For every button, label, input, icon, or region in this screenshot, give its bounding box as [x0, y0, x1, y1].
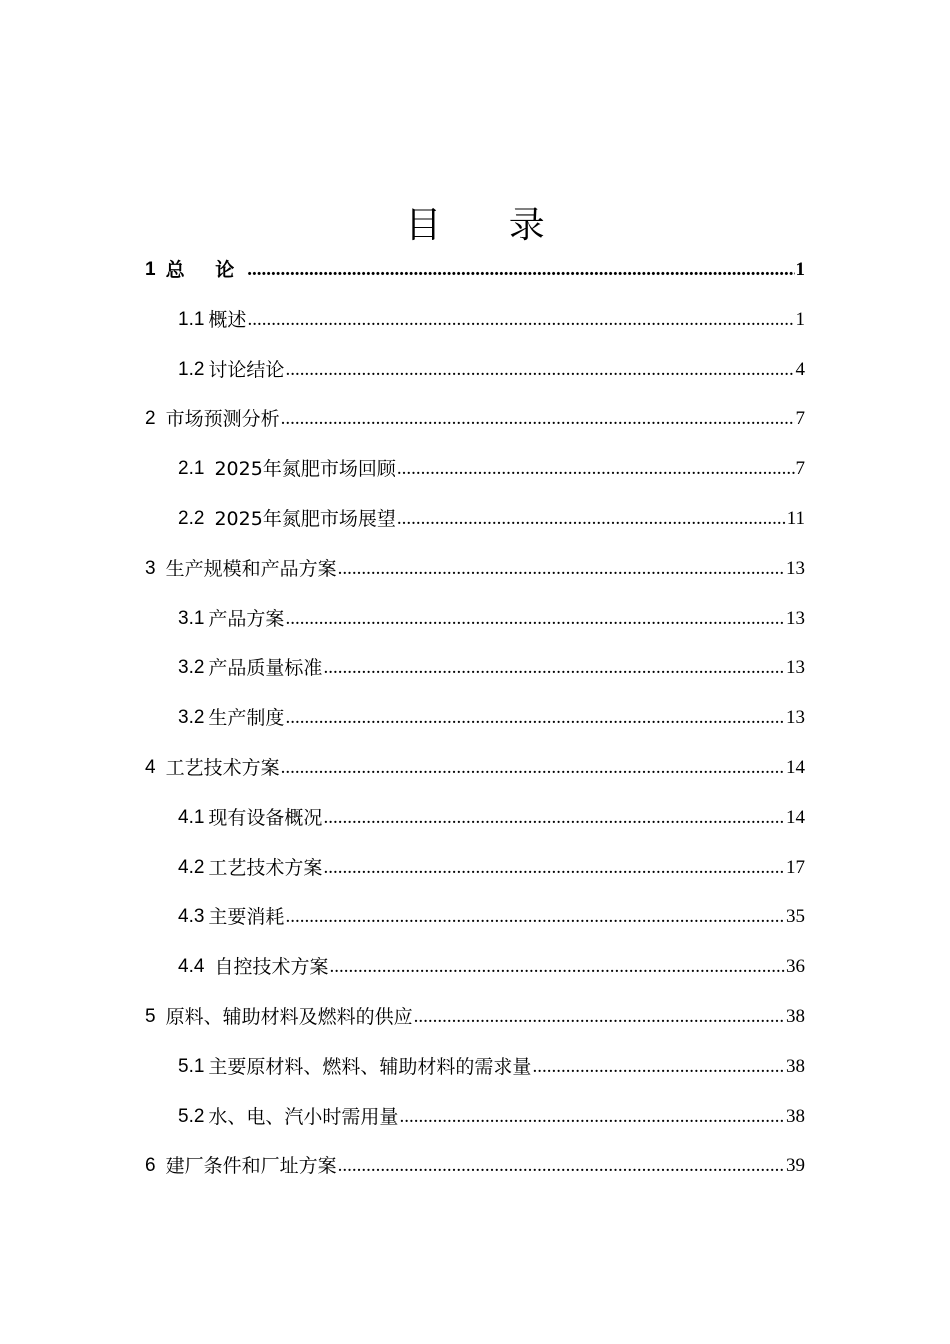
toc-entry-title: 自控技术方案: [208, 956, 329, 979]
toc-leader-dots: [285, 905, 785, 929]
toc-entry[interactable]: [178, 1049, 805, 1079]
toc-entry[interactable]: [178, 302, 805, 332]
toc-entry[interactable]: [178, 501, 805, 531]
toc-entry-number: 2.2: [178, 508, 205, 529]
toc-entry[interactable]: [178, 899, 805, 929]
toc-entry-number: 1.2: [178, 358, 205, 380]
toc-entry-number: 1.1: [178, 308, 205, 330]
toc-page-number: 13: [786, 657, 805, 679]
toc-entry[interactable]: [178, 1099, 805, 1129]
toc-leader-dots: [247, 258, 794, 282]
toc-page-number: 13: [786, 557, 805, 579]
toc-page-number: 1: [795, 308, 805, 330]
toc-leader-dots: [247, 308, 794, 332]
toc-entry-number: 3.1: [178, 607, 205, 629]
toc-leader-dots: [399, 1105, 785, 1129]
toc-entry-number: 3.2: [178, 707, 205, 729]
toc-page-number: 1: [795, 259, 805, 280]
toc-entry-title: 原料、辅助材料及燃料的供应: [165, 1006, 413, 1028]
toc-entry-number: 6: [145, 1155, 156, 1177]
toc-entry-title: 总 论: [165, 259, 247, 281]
toc-entry-title: 讨论结论: [208, 358, 285, 381]
toc-leader-dots: [281, 407, 795, 431]
toc-entry-number: 4.2: [178, 856, 205, 878]
toc-page-number: 36: [786, 956, 805, 978]
toc-entry[interactable]: [178, 850, 805, 880]
toc-entry-number: 2: [145, 408, 156, 430]
toc-entry-number: 4: [145, 757, 156, 778]
toc-entry-number: 4.3: [178, 906, 205, 928]
toc-leader-dots: [285, 358, 794, 382]
toc-page-number: 38: [786, 1006, 805, 1027]
toc-entry-title: 建厂条件和厂址方案: [165, 1155, 337, 1178]
toc-entry[interactable]: [178, 352, 805, 382]
toc-entry-number: 5.2: [178, 1105, 205, 1127]
toc-leader-dots: [323, 806, 785, 830]
toc-entry[interactable]: [145, 750, 805, 780]
toc-entry[interactable]: [178, 451, 805, 481]
toc-title: 目 录: [405, 205, 573, 246]
toc-page-number: 4: [795, 358, 805, 380]
toc-leader-dots: [323, 856, 785, 880]
toc-entry-number: 3: [145, 557, 156, 579]
toc-page-number: 11: [786, 508, 805, 529]
toc-leader-dots: [338, 557, 785, 581]
toc-page-number: 14: [786, 806, 805, 828]
toc-entry-number: 2.1: [178, 458, 205, 480]
toc-entry-number: 5: [145, 1006, 156, 1027]
toc-leader-dots: [281, 756, 785, 780]
toc-leader-dots: [285, 706, 785, 730]
toc-leader-dots: [532, 1055, 785, 1079]
toc-leader-dots: [323, 656, 785, 680]
toc-entry[interactable]: [178, 800, 805, 830]
toc-entry[interactable]: [145, 252, 805, 282]
toc-entry[interactable]: [145, 551, 805, 581]
toc-leader-dots: [397, 457, 795, 481]
toc-page-number: 35: [786, 906, 805, 928]
toc-page-number: 13: [786, 607, 805, 629]
toc-entry-title: 工艺技术方案: [208, 856, 323, 879]
toc-entry-title: 产品方案: [208, 607, 285, 630]
toc-entry-title: 生产制度: [208, 707, 285, 730]
toc-entry-title: 主要原材料、燃料、辅助材料的需求量: [208, 1055, 532, 1078]
toc-page-number: 38: [786, 1105, 805, 1127]
toc-entry-title: 2025年氮肥市场展望: [208, 508, 396, 530]
toc-entry-number: 1: [145, 259, 156, 280]
toc-entry-title: 生产规模和产品方案: [165, 557, 337, 580]
toc-leader-dots: [397, 507, 786, 531]
toc-entry-title: 市场预测分析: [165, 408, 280, 431]
toc-page-number: 39: [786, 1155, 805, 1177]
toc-entry-number: 4.1: [178, 806, 205, 828]
toc-entry[interactable]: [145, 401, 805, 431]
toc-entry[interactable]: [145, 999, 805, 1029]
toc-leader-dots: [329, 955, 785, 979]
toc-entry-title: 工艺技术方案: [165, 757, 280, 779]
toc-entry[interactable]: [145, 1148, 805, 1178]
toc-entry-title: 主要消耗: [208, 906, 285, 929]
toc-entry-number: 3.2: [178, 657, 205, 679]
toc-entry-title: 水、电、汽小时需用量: [208, 1105, 399, 1128]
toc-entry[interactable]: [178, 650, 805, 680]
toc-page-number: 7: [795, 458, 805, 480]
toc-entry-number: 4.4: [178, 956, 205, 978]
toc-page-number: 7: [795, 408, 805, 430]
toc-entry-title: 概述: [208, 308, 247, 331]
toc-entry-number: 5.1: [178, 1055, 205, 1077]
toc-page-number: 38: [786, 1055, 805, 1077]
toc-entry-title: 产品质量标准: [208, 657, 323, 680]
toc-leader-dots: [338, 1154, 785, 1178]
toc-page-number: 17: [786, 856, 805, 878]
toc-entry-title: 2025年氮肥市场回顾: [208, 458, 396, 481]
toc-leader-dots: [414, 1005, 785, 1029]
toc-entry[interactable]: [178, 949, 805, 979]
toc-entry[interactable]: [178, 601, 805, 631]
toc-entry[interactable]: [178, 700, 805, 730]
toc-page-number: 13: [786, 707, 805, 729]
toc-entry-title: 现有设备概况: [208, 806, 323, 829]
toc-page-number: 14: [786, 757, 805, 778]
toc-leader-dots: [285, 607, 785, 631]
